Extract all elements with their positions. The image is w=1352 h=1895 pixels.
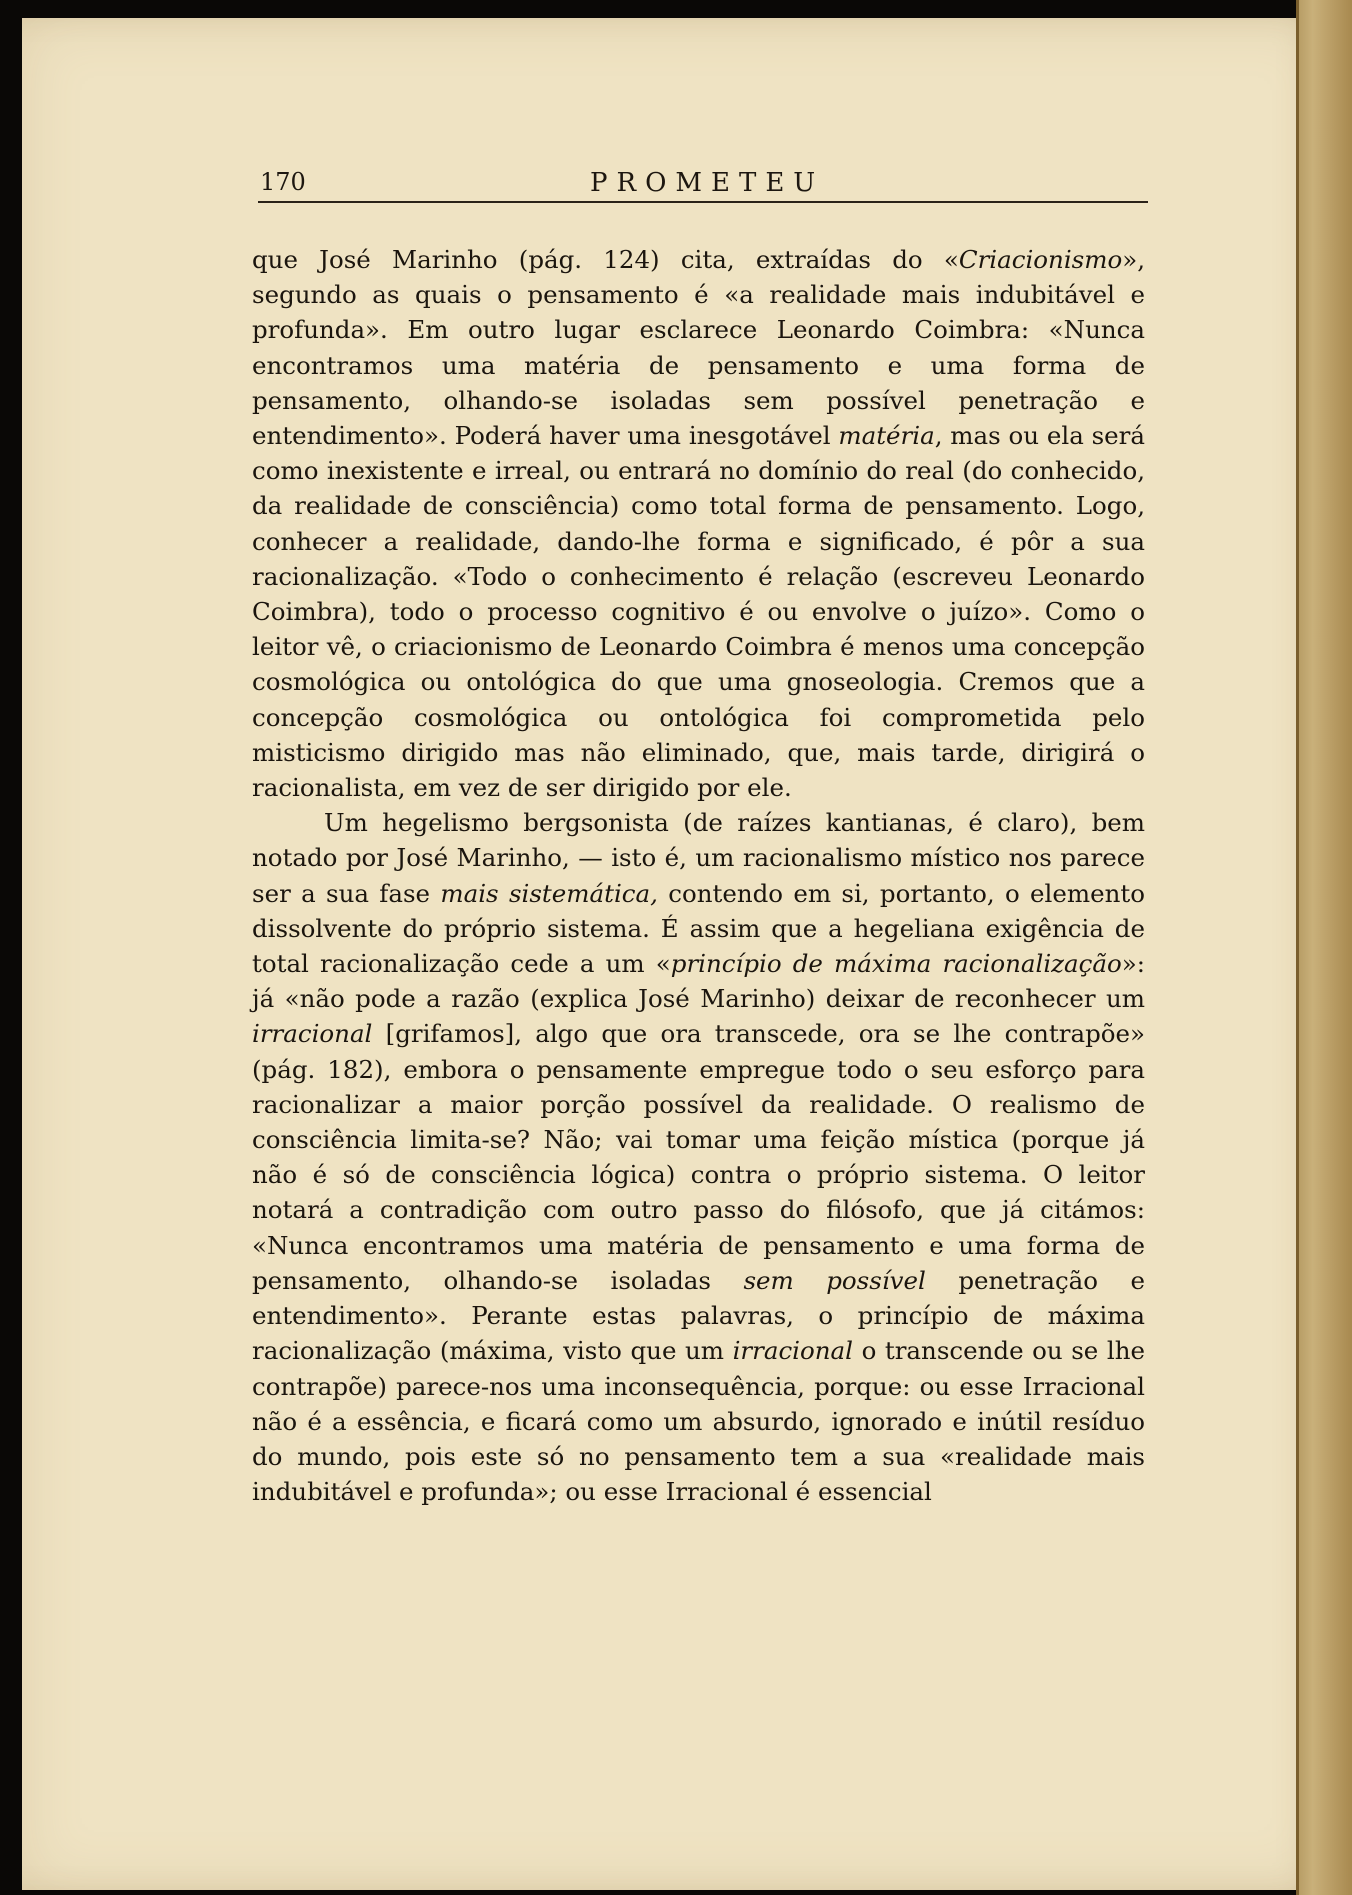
text-segment: o transcende ou se lhe contrapõe) parece-nos uma inconsequência, porque: ou esse Irracional não é a essência, e ficará como um absurdo, ignorado e inútil resíduo do mundo, pois este só no pensamento tem a sua «realidade mais indubitável e profunda»; ou esse Irracional é essencial	[252, 1336, 1145, 1507]
italic-segment: Criacionismo	[958, 245, 1123, 274]
text-segment: »: já «não pode a razão (explica José Marinho) deixar de reconhecer um	[252, 949, 1145, 1014]
page-number: 170	[260, 168, 306, 196]
italic-segment: irracional	[252, 1019, 373, 1049]
page-header	[260, 168, 1150, 204]
paragraph-1	[252, 242, 1145, 805]
running-head: PROMETEU	[590, 168, 825, 198]
text-segment: contendo em si, portanto, o elemento dissolvente do próprio sistema. É assim que a hegeliana exigência de total racionalização cede a um «	[252, 878, 1145, 979]
header-rule	[258, 201, 1148, 203]
text-segment: [grifamos], algo que ora transcede, ora se lhe contrapõe» (pág. 182), embora o pensamente empregue todo o seu esforço para racionalizar a maior porção possível da realidade. O realismo de consciência limita-se? Não; vai tomar uma feição mística (porque já não é só de consciência lógica) contra o próprio sistema. O leitor notará a contradição com outro passo do filósofo, que já citámos: «Nunca encontramos uma matéria de pensamento e uma forma de pensamento, olhando-se isoladas	[252, 1019, 1145, 1295]
text-segment: penetração e entendimento». Perante estas palavras, o princípio de máxima racionalização (máxima, visto que um	[252, 1265, 1145, 1366]
italic-segment: sem possível	[743, 1265, 926, 1295]
text-segment: Um hegelismo bergsonista (de raízes kantianas, é claro), bem notado por José Marinho, — isto é, um racionalismo místico nos parece ser a sua fase	[252, 808, 1145, 908]
page-gutter-shadow	[1296, 0, 1299, 1895]
text-segment: », segundo as quais o pensamento é «a realidade mais indubitável e profunda». Em outro lugar esclarece Leonardo Coimbra: «Nunca encontramos uma matéria de pensamento e uma forma de pensamento, olhando-se isoladas sem possível penetração e entendimento». Poderá haver uma inesgotável	[252, 245, 1145, 451]
italic-segment: matéria	[838, 421, 935, 451]
italic-segment: irracional	[732, 1336, 853, 1366]
italic-segment: princípio de máxima racionalização	[670, 949, 1122, 979]
body-text	[252, 242, 1145, 1509]
paragraph-2	[252, 805, 1145, 1509]
facing-page-edge	[1296, 0, 1352, 1895]
text-segment: que José Marinho (pág. 124) cita, extraídas do «	[252, 245, 959, 274]
italic-segment: mais sistemática,	[440, 878, 658, 908]
text-segment: , mas ou ela será como inexistente e irreal, ou entrará no domínio do real (do conhecido, da realidade de consciência) como total forma de pensamento. Logo, conhecer a realidade, dando-lhe forma e significado, é pôr a sua racionalização. «Todo o conhecimento é relação (escreveu Leonardo Coimbra), todo o processo cognitivo é ou envolve o juízo». Como o leitor vê, o criacionismo de Leonardo Coimbra é menos uma concepção cosmológica ou ontológica do que uma gnoseologia. Cremos que a concepção cosmológica ou ontológica foi comprometida pelo misticismo dirigido mas não eliminado, que, mais tarde, dirigirá o racionalista, em vez de ser dirigido por ele.	[252, 421, 1145, 803]
